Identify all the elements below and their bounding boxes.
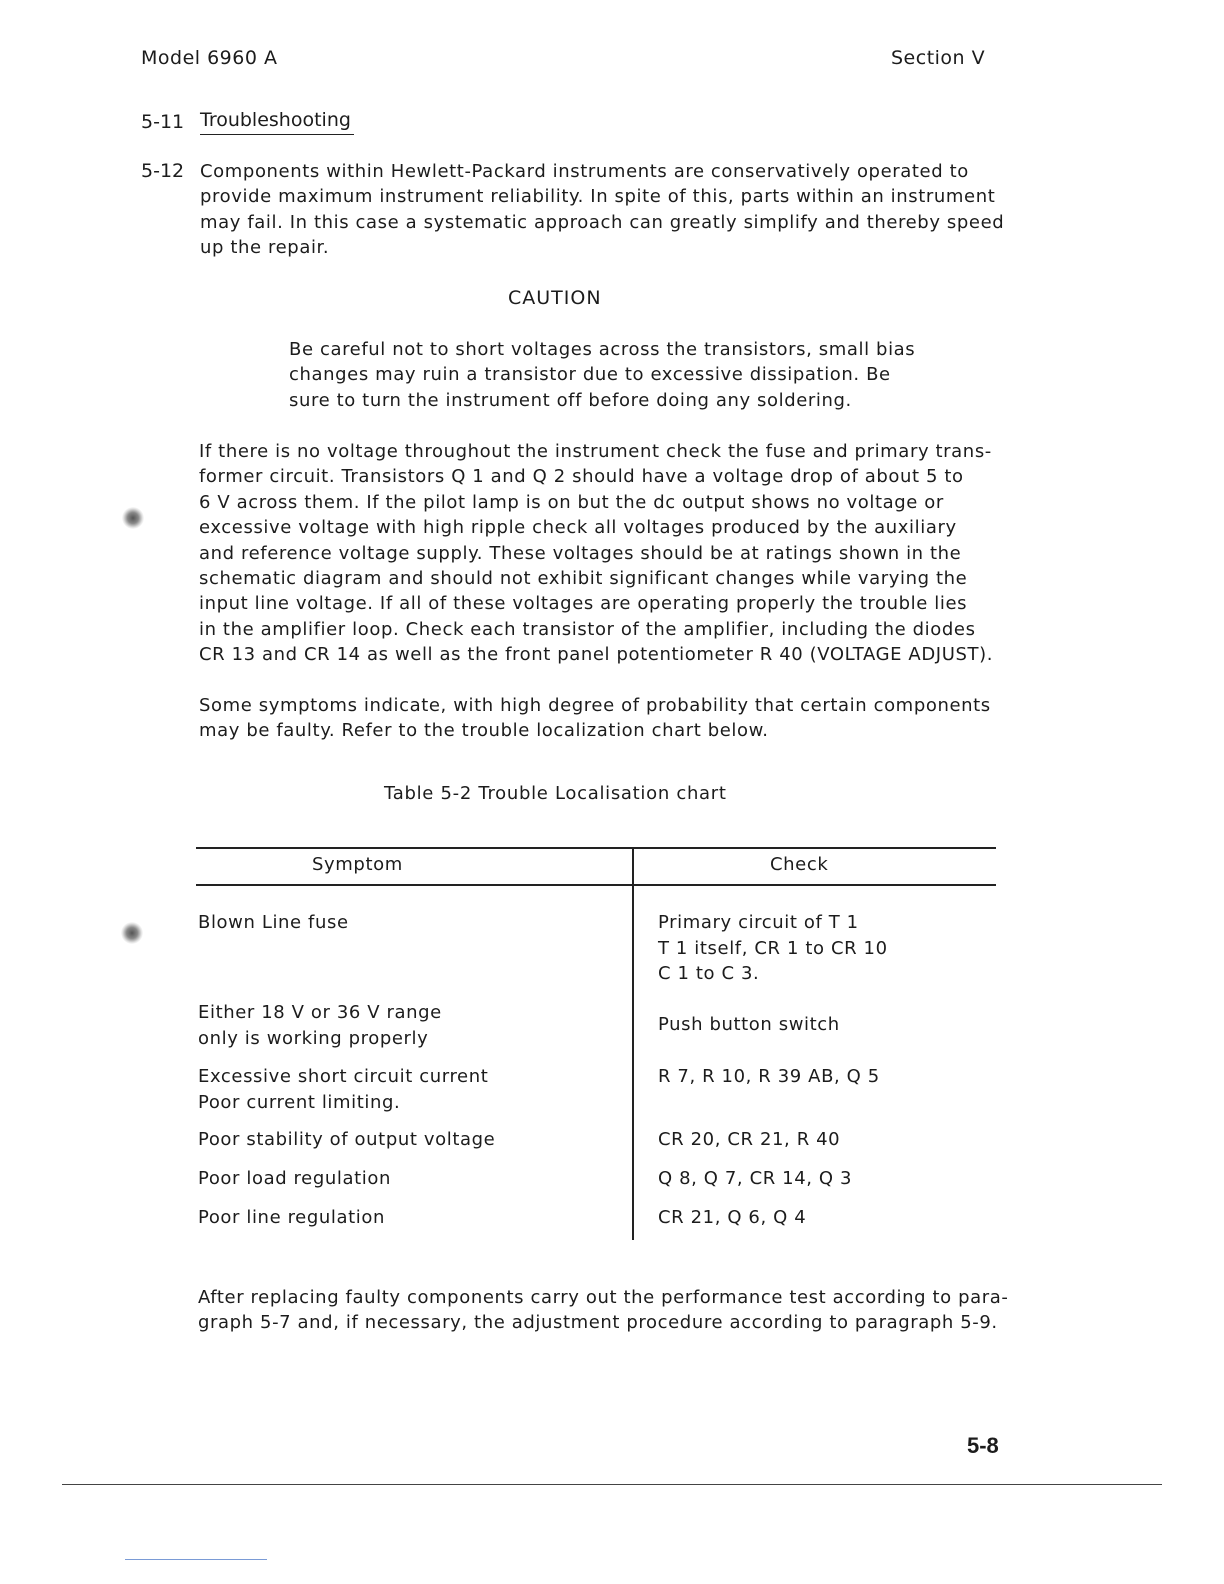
paragraph-line: If there is no voltage throughout the instrument check the fuse and primary trans- [199,441,992,462]
table-cell-symptom [198,910,349,936]
table-caption: Table 5-2 Trouble Localisation chart [384,783,727,804]
table-header-check: Check [770,854,829,875]
symptom-line: Poor line regulation [198,1207,385,1228]
table-cell-check [658,1166,852,1192]
check-line: T 1 itself, CR 1 to CR 10 [658,937,888,959]
paragraph-line: may fail. In this case a systematic approach can greatly simplify and thereby speed [200,211,1005,233]
caution-line: changes may ruin a transistor due to excessive dissipation. Be [289,364,891,386]
header-model: Model 6960 A [141,47,278,69]
paragraph-line: excessive voltage with high ripple check all voltages produced by the auxiliary [199,517,957,539]
caution-title: CAUTION [508,287,602,309]
section-5-12-number: 5-12 [141,160,185,182]
check-line: C 1 to C 3. [658,963,760,984]
check-line: Push button switch [658,1014,840,1035]
table-cell-check [658,1127,840,1153]
table-header-rule [196,884,996,886]
table-cell-check [658,1012,840,1038]
caution-text [289,337,915,413]
table-cell-check [658,910,888,987]
table-column-divider [632,847,634,1240]
table-header-symptom: Symptom [312,854,403,875]
after-replacing-paragraph [198,1285,1008,1336]
paragraph-line: graph 5-7 and, if necessary, the adjustment procedure according to paragraph 5-9. [198,1312,998,1334]
scan-artifact-line [125,1559,267,1560]
symptom-line: Poor load regulation [198,1168,391,1189]
table-cell-symptom [198,1000,442,1051]
check-line: CR 21, Q 6, Q 4 [658,1207,807,1228]
table-cell-symptom [198,1205,385,1231]
paragraph-line: After replacing faulty components carry out the performance test according to para- [198,1287,1009,1308]
symptoms-paragraph [199,693,991,744]
section-5-12-paragraph [200,159,1004,261]
check-line: R 7, R 10, R 39 AB, Q 5 [658,1066,880,1087]
check-line: Primary circuit of T 1 [658,912,859,933]
symptom-line: Blown Line fuse [198,912,349,933]
table-cell-symptom [198,1064,488,1115]
table-cell-symptom [198,1166,391,1192]
check-line: Q 8, Q 7, CR 14, Q 3 [658,1168,853,1189]
paragraph-line: 6 V across them. If the pilot lamp is on but the dc output shows no voltage or [199,491,944,513]
paragraph-line: schematic diagram and should not exhibit significant changes while varying the [199,568,968,590]
table-cell-check [658,1064,880,1090]
table-top-rule [196,847,996,849]
table-cell-symptom [198,1127,495,1153]
binder-hole-speck [122,507,144,529]
table-cell-check [658,1205,806,1231]
paragraph-line: and reference voltage supply. These voltages should be at ratings shown in the [199,542,962,564]
section-5-11-title: Troubleshooting [200,109,354,135]
paragraph-line: input line voltage. If all of these voltages are operating properly the trouble lies [199,593,968,615]
symptom-line: Poor current limiting. [198,1091,401,1113]
paragraph-line: Some symptoms indicate, with high degree of probability that certain components [199,695,991,716]
paragraph-line: may be faulty. Refer to the trouble localization chart below. [199,720,769,742]
paragraph-line: former circuit. Transistors Q 1 and Q 2 should have a voltage drop of about 5 to [199,466,964,488]
check-line: CR 20, CR 21, R 40 [658,1129,841,1150]
paragraph-line: CR 13 and CR 14 as well as the front panel potentiometer R 40 (VOLTAGE ADJUST). [199,644,994,666]
paragraph-line: up the repair. [200,237,330,259]
binder-hole-speck [121,922,143,944]
symptom-line: Excessive short circuit current [198,1066,489,1087]
bottom-rule [62,1484,1162,1485]
section-5-11-number: 5-11 [141,111,185,133]
header-section: Section V [891,47,986,69]
voltage-paragraph [199,439,993,668]
page-number: 5-8 [967,1433,999,1458]
caution-line: Be careful not to short voltages across the transistors, small bias [289,339,916,360]
paragraph-line: Components within Hewlett-Packard instruments are conservatively operated to [200,161,969,182]
symptom-line: Poor stability of output voltage [198,1129,496,1150]
paragraph-line: in the amplifier loop. Check each transistor of the amplifier, including the diodes [199,618,976,640]
caution-line: sure to turn the instrument off before doing any soldering. [289,389,852,411]
paragraph-line: provide maximum instrument reliability. In spite of this, parts within an instrument [200,186,996,208]
symptom-line: only is working properly [198,1027,429,1049]
symptom-line: Either 18 V or 36 V range [198,1002,442,1023]
